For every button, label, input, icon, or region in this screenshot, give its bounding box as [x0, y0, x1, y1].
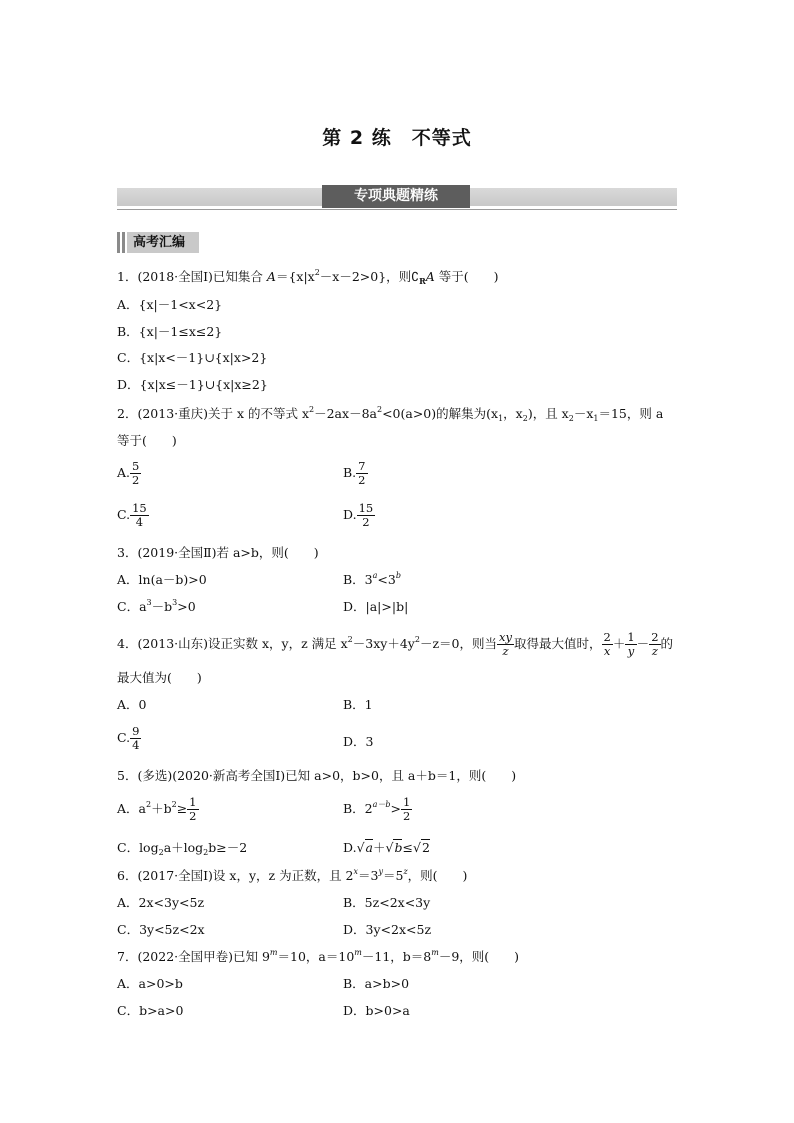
question-7-option-a: A．a>0>b [117, 976, 183, 991]
question-1-option-a: A．{x|－1<x<2} [117, 297, 223, 312]
question-3-option-d: D．|a|>|b| [343, 599, 409, 614]
question-4-option-c: C. $\frac{9}{4}$ [117, 724, 140, 752]
question-7-option-d: D．b>0>a [343, 1003, 410, 1018]
question-3-option-a: A．ln(a－b)>0 [117, 572, 207, 587]
question-3-stem: 3．(2019·全国Ⅱ)若 a>b，则( ) [117, 545, 319, 560]
question-2-stem: 2．(2013·重庆)关于 x 的不等式 $x^2-2ax-8a^2<0(a>0)$的解集为($x_1$，$x_2$)，且 $x_2-x_1=15$，则 a [117, 405, 664, 423]
question-5-option-a: A．$a^2+b^2\ge$ $\frac{1}{2}$ [117, 795, 197, 823]
banner-label: 专项典题精练 [322, 185, 470, 208]
question-2-option-b: B. $\frac{7}{2}$ [343, 459, 366, 487]
question-7-option-b: B．a>b>0 [343, 976, 410, 991]
question-3-option-c: C．$a^3-b^3>0$ [117, 598, 196, 614]
question-6-stem: 6．(2017·全国Ⅰ)设 x，y，z 为正数，且 $2^x=3^y=5^z$，则( ) [117, 867, 468, 883]
question-4-option-b: B．1 [343, 697, 373, 712]
question-6-option-b: B．5z<2x<3y [343, 895, 431, 910]
question-4-option-a: A．0 [117, 697, 147, 712]
question-6-option-d: D．3y<2x<5z [343, 922, 432, 937]
question-6-option-a: A．2x<3y<5z [117, 895, 205, 910]
question-4-stem: 4．(2013·山东)设正实数 x，y，z 满足 $x^2-3xy+4y^2-z=0$，则当 $\frac{xy}{z}$ 取得最大值时， $\frac{2}{x}$ ＋ $\frac{1}{y}$ － $\frac{2}{z}$ 的 [117, 630, 674, 658]
question-1-option-d: D．{x|x≤－1}∪{x|x≥2} [117, 377, 268, 392]
question-5-stem: 5．(多选)(2020·新高考全国Ⅰ)已知 a>0，b>0，且 a＋b＝1，则( ) [117, 768, 517, 783]
section-heading [117, 232, 199, 253]
question-4-stem-continued: 最大值为( ) [117, 670, 202, 685]
question-5-option-c: C．$\log_2a+\log_2b\ge-2$ [117, 840, 248, 857]
question-5-option-b: B．$2^{a-b}>$ $\frac{1}{2}$ [343, 795, 411, 823]
question-4-option-d: D．3 [343, 734, 374, 749]
section-marker-icon [117, 232, 127, 253]
question-7-stem: 7．(2022·全国甲卷)已知 $9^m=10$，$a=10^m-11$，$b=8^m-9$，则( ) [117, 948, 520, 964]
question-5-option-d: D.√a＋√b≤√2 [343, 840, 430, 855]
section-banner [117, 182, 677, 210]
question-2-option-d: D. $\frac{15}{2}$ [343, 501, 374, 529]
question-3-option-b: B．$3^a<3^b$ [343, 571, 401, 587]
page-title: 第 2 练 不等式 [322, 127, 472, 149]
banner-rule [117, 209, 677, 210]
question-1-stem: 1．(2018·全国Ⅰ)已知集合 $A=\{x|x^2-x-2>0\}$，则$∁_RA$ 等于( ) [117, 268, 499, 286]
question-2-stem-continued: 等于( ) [117, 433, 177, 448]
question-6-option-c: C．3y<5z<2x [117, 922, 205, 937]
question-7-option-c: C．b>a>0 [117, 1003, 184, 1018]
question-2-option-a: A. $\frac{5}{2}$ [117, 459, 140, 487]
question-2-option-c: C. $\frac{15}{4}$ [117, 501, 147, 529]
section-heading-label: 高考汇编 [127, 232, 199, 253]
question-1-option-b: B．{x|－1≤x≤2} [117, 324, 223, 339]
question-1-option-c: C．{x|x<－1}∪{x|x>2} [117, 350, 268, 365]
